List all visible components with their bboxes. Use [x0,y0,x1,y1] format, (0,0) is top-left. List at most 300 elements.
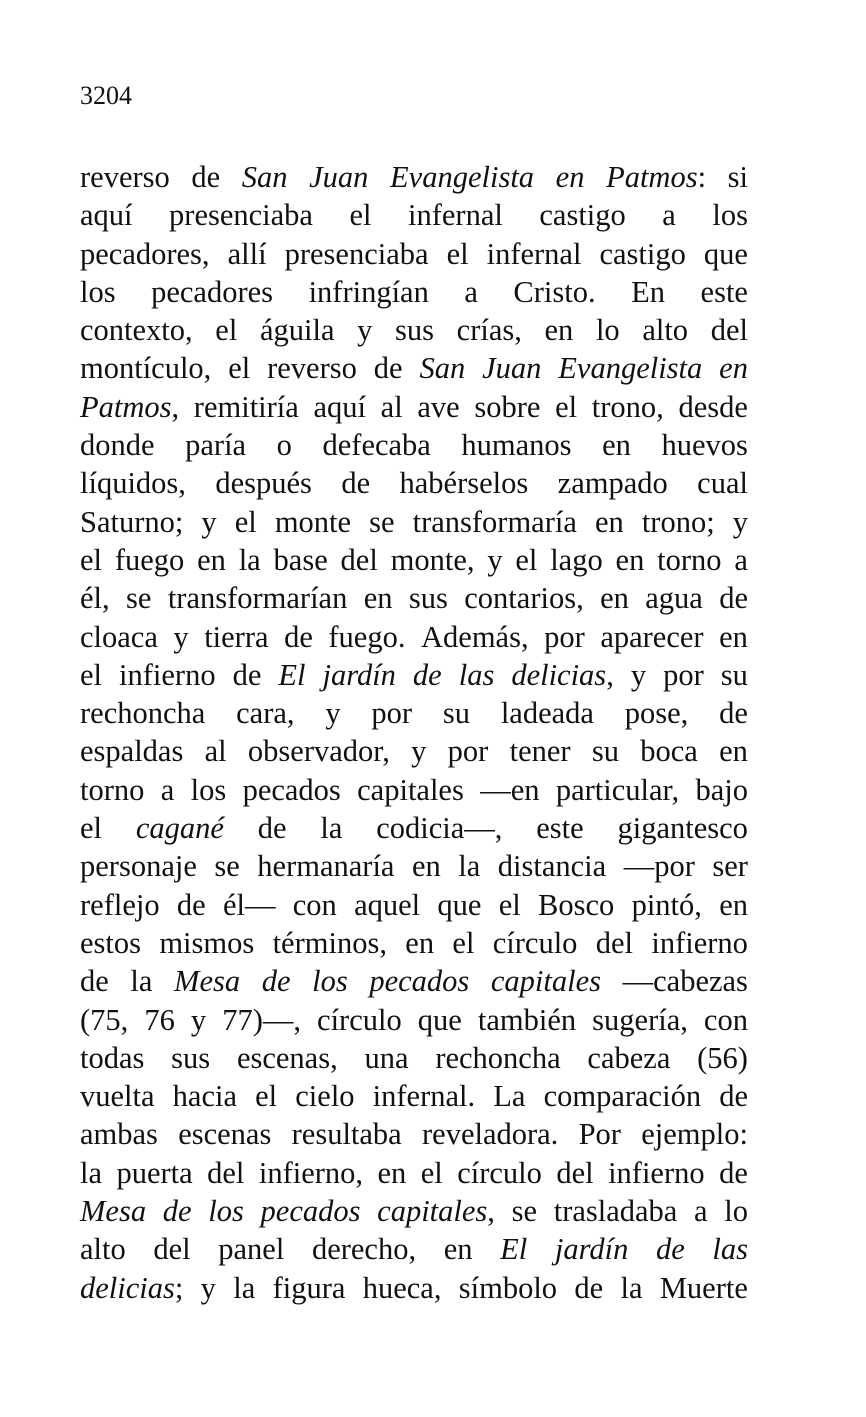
text: y [190,1002,207,1037]
word [80,732,183,770]
text: —en [480,772,540,807]
page-number: 3204 [80,81,132,110]
word [80,1001,128,1039]
word [435,1039,560,1077]
word [349,196,371,234]
text: el [80,657,103,692]
text-line [80,158,748,196]
word [724,1192,748,1230]
text: del [207,1155,245,1190]
text: el [446,236,469,271]
text: se [369,504,395,539]
italic-text: Juan [482,351,542,386]
text: cual [697,466,748,501]
text: la [130,964,153,999]
italic-text: los [208,1194,244,1229]
text: cielo [295,1079,355,1114]
word [721,656,748,694]
text-line [80,962,748,1000]
word [395,311,434,349]
italic-text: en [555,160,585,194]
word [239,541,261,579]
text: el [80,811,103,846]
word [260,311,335,349]
word [418,1001,462,1039]
word [153,1230,190,1268]
word [452,924,474,962]
italic-text: cagané [135,811,224,846]
word [536,809,583,847]
text: trono; [641,504,715,539]
text: aquel [354,887,421,922]
word [243,771,341,809]
italic-text: jardín [322,657,396,692]
text: estos [80,925,141,960]
text: pintó, [631,887,702,922]
text: monte, [390,542,475,577]
word [317,1001,402,1039]
text-line [80,273,748,311]
word [500,1230,527,1268]
word [421,618,529,656]
text: el [228,351,251,386]
text: reflejo [80,887,160,922]
text: y [201,504,217,539]
word [185,426,246,464]
word [620,1269,642,1307]
word [556,158,585,196]
word [278,656,305,694]
text: puerta [116,1155,193,1190]
text: agua [645,581,703,616]
word [592,388,664,426]
text: y [173,619,189,654]
text: : [697,160,707,194]
word [558,349,702,387]
word [242,158,288,196]
text: que [703,236,748,271]
word [482,349,541,387]
word [215,311,237,349]
text: en [615,542,645,577]
text: ave [417,389,460,424]
word [365,1039,409,1077]
word [80,1039,144,1077]
word [218,1230,284,1268]
text-line [80,886,748,924]
word [80,618,158,656]
word [215,464,312,502]
word [501,694,594,732]
word [161,771,175,809]
text: y [200,1270,216,1305]
text: él, [80,581,110,616]
text: alto [80,1232,126,1267]
text: crías, [456,313,522,348]
word [579,1115,621,1153]
text: castigo [599,236,686,271]
text: el [255,1079,278,1114]
word [493,1077,525,1115]
word [373,1077,475,1115]
word [130,962,152,1000]
word [459,1269,557,1307]
text: infierno [119,657,216,692]
italic-text: Evangelista [390,160,535,194]
word [267,349,357,387]
text: en [197,542,226,577]
word [313,388,366,426]
word [80,464,186,502]
text: de [176,887,206,922]
text: círculo [317,1002,402,1037]
text-line [80,311,748,349]
word [369,962,469,1000]
italic-text: San [241,160,288,194]
word [80,349,211,387]
text: la [620,1270,643,1305]
text-line [80,1192,748,1230]
text: trasladaba [553,1194,678,1229]
text: comparación [543,1079,702,1114]
text: al [380,389,403,424]
text: de [719,696,748,731]
word [556,1154,593,1192]
word [596,311,620,349]
word [544,618,585,656]
text: rechoncha [80,696,206,731]
text: infernal [408,198,503,233]
word [274,541,328,579]
text: el [515,542,538,577]
text-line [80,388,748,426]
text: donde [80,428,155,463]
word [80,388,179,426]
text: gigantesco [617,811,748,846]
word [223,886,276,924]
text: ejemplo: [641,1117,748,1152]
italic-text: Evangelista [558,351,703,386]
word [80,924,141,962]
text: y [357,313,373,348]
word [261,1192,361,1230]
word [178,1115,271,1153]
text: su [720,657,748,692]
text: rechoncha [435,1040,561,1075]
text: vuelta [80,1079,155,1114]
text: los [190,772,227,807]
text: y [732,504,748,539]
text: En [631,274,666,309]
word [255,1077,277,1115]
text: aquí [80,198,133,233]
text: personaje [80,849,197,884]
text: capitales [357,772,464,807]
word [419,349,465,387]
text: allí [227,236,267,271]
text: el [80,542,103,577]
text: reveladora. [422,1117,559,1152]
word [364,579,393,617]
word [719,1154,748,1192]
text: habérselos [399,466,529,501]
text: el [498,887,521,922]
word [645,579,703,617]
text: y [325,696,341,731]
italic-text: pecados [260,1194,361,1229]
text-line [80,732,748,770]
text: de [719,1079,748,1114]
word [719,1077,748,1115]
text: infringían [308,274,429,309]
word [660,1269,748,1307]
text: sus [171,1040,211,1075]
word [177,886,206,924]
word [168,579,348,617]
word [80,1269,183,1307]
word [695,771,748,809]
word [574,1269,603,1307]
text: y [487,542,503,577]
text: transformaría [412,504,577,539]
word [474,388,540,426]
word [499,886,521,924]
text: el [420,1155,443,1190]
text: ladeada [500,696,594,731]
word [207,1154,244,1192]
text: reverso [267,351,357,386]
word [80,694,205,732]
text: escenas [178,1117,272,1152]
text: espaldas [80,734,184,769]
italic-text: de [412,657,442,692]
word [624,847,695,885]
text: huevos [661,428,748,463]
word [641,1115,748,1153]
word [284,618,313,656]
text: de [191,160,221,194]
text: después [215,466,312,501]
word [457,311,522,349]
text: presenciaba [284,236,429,271]
text-line [80,656,748,694]
text: en [719,619,748,654]
text: con [703,1002,748,1037]
word [341,464,370,502]
text: zampado [557,466,668,501]
text: particular, [555,772,680,807]
text: Además, [421,619,529,654]
text: Cristo. [513,274,596,309]
text: sobre [474,389,541,424]
italic-text: capitales [490,964,602,999]
text-line [80,1269,748,1307]
italic-text: Mesa [174,964,241,999]
italic-text: de [655,1232,685,1267]
text: remitiría [193,389,299,424]
text: aparecer [600,619,704,654]
text: de [373,351,403,386]
text-line [80,847,748,885]
text: todas [80,1040,145,1075]
text-line [80,503,748,541]
word [704,1001,748,1039]
text: cloaca [80,619,158,654]
word [169,196,313,234]
text: este [700,274,748,309]
word [538,886,614,924]
text: 76 [144,1002,175,1037]
word [173,618,188,656]
word [592,1001,688,1039]
word [719,618,748,656]
word [80,235,210,273]
word [222,1001,301,1039]
word [323,426,431,464]
word [376,809,502,847]
text-line [80,618,748,656]
word [328,618,405,656]
word [711,311,748,349]
word [295,1077,354,1115]
text: observador, [247,734,390,769]
text-line [80,464,748,502]
text: , [171,389,180,424]
text: también [477,1002,577,1037]
word [662,196,676,234]
text: ser [712,849,748,884]
text-line [80,1077,748,1115]
text: su [591,734,619,769]
text: escenas, [236,1040,338,1075]
word [662,426,748,464]
word [173,1077,237,1115]
text: trono, [591,389,664,424]
italic-text: las [712,1232,748,1267]
text: de [232,657,262,692]
text: (56) [697,1040,748,1075]
word [592,732,619,770]
word [734,541,748,579]
word [320,809,342,847]
text: infernal. [372,1079,476,1114]
text: o [276,428,292,463]
text-line [80,579,748,617]
word [478,1001,576,1039]
text: del [595,925,634,960]
text: por [371,696,413,731]
word [309,273,429,311]
word [656,1230,685,1268]
word [623,962,748,1000]
italic-text: delicias [511,657,607,692]
word [555,1230,628,1268]
text: en [443,1232,473,1267]
text-line [80,541,748,579]
word [80,1077,155,1115]
italic-text: Juan [309,160,369,194]
word [191,158,220,196]
italic-text: las [458,657,495,692]
text: y [411,734,427,769]
text: una [364,1040,409,1075]
word [357,771,464,809]
text: cabeza [587,1040,671,1075]
word [341,541,378,579]
word [554,1192,678,1230]
word [80,771,144,809]
text: lo [724,1194,748,1229]
text: —cabezas [622,964,748,999]
word [80,656,102,694]
word [602,426,631,464]
word [651,924,748,962]
word [491,962,601,1000]
text: fuego [114,542,185,577]
text: presenciaba [169,198,313,233]
word [632,886,702,924]
text: su [442,696,471,731]
word [159,924,254,962]
word [411,732,426,770]
word [512,1192,537,1230]
word [448,732,489,770]
italic-text: en [719,351,748,386]
italic-text: San [419,351,466,386]
word [248,732,390,770]
word [191,1001,206,1039]
text: bajo [695,772,748,807]
word [144,1001,175,1039]
word [625,694,689,732]
word [80,809,102,847]
word [498,847,606,885]
word [417,388,459,426]
word [273,1269,346,1307]
text-line [80,349,748,387]
word [606,158,706,196]
word [325,694,340,732]
text: infierno, [258,1155,364,1190]
word [642,311,688,349]
word [80,847,197,885]
word [228,235,267,273]
text: contexto, [80,313,193,348]
text: Saturno; [80,504,184,539]
word [409,579,448,617]
word [197,541,226,579]
word [558,464,668,502]
word [464,273,478,311]
word [413,503,577,541]
word [544,1077,702,1115]
word [437,886,481,924]
word [262,962,291,1000]
word [119,656,216,694]
word [378,1154,407,1192]
italic-text: pecados [369,964,470,999]
text: mismos [159,925,255,960]
text: la [320,811,343,846]
word [381,388,403,426]
text: aquí [313,389,366,424]
text-line [80,924,748,962]
word [539,196,625,234]
word [214,847,239,885]
text: al [204,734,227,769]
word [511,656,614,694]
text-line [80,196,748,234]
